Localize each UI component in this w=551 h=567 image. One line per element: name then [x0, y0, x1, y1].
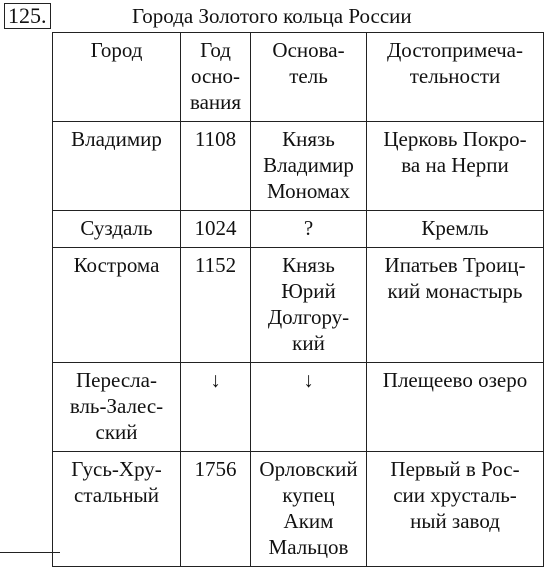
- cell-sights: Ипатьев Троиц- кий монастырь: [367, 248, 544, 363]
- header-founder: Основа- тель: [251, 33, 367, 122]
- cell-city: Кострома: [53, 248, 181, 363]
- cell-year: 1756: [181, 452, 251, 567]
- table-row: [53, 211, 544, 248]
- cell-year: 1152: [181, 248, 251, 363]
- exercise-number: 125.: [4, 3, 51, 29]
- cell-sights: Первый в Рос- сии хрусталь- ный завод: [367, 452, 544, 567]
- cell-founder: Князь Владимир Мономах: [251, 122, 367, 211]
- cell-sights: Плещеево озеро: [367, 363, 544, 452]
- page-edge-rule: [0, 552, 60, 553]
- golden-ring-table: [52, 32, 544, 567]
- table-row: [53, 452, 544, 567]
- cell-city: Пересла- вль-Залес- ский: [53, 363, 181, 452]
- table-row: [53, 363, 544, 452]
- table-header-row: [53, 33, 544, 122]
- cell-founder: ?: [251, 211, 367, 248]
- cell-year-arrow: ↓: [181, 363, 251, 452]
- cell-founder: Князь Юрий Долгору- кий: [251, 248, 367, 363]
- table-row: [53, 122, 544, 211]
- cell-sights: Кремль: [367, 211, 544, 248]
- header-sights: Достопримеча- тельности: [367, 33, 544, 122]
- cell-city: Владимир: [53, 122, 181, 211]
- header-year: Год осно- вания: [181, 33, 251, 122]
- cell-city: Гусь-Хру- стальный: [53, 452, 181, 567]
- cell-year: 1108: [181, 122, 251, 211]
- header-city: Город: [53, 33, 181, 122]
- table-title: Города Золотого кольца России: [132, 4, 412, 28]
- cell-sights: Церковь Покро- ва на Нерпи: [367, 122, 544, 211]
- cell-year: 1024: [181, 211, 251, 248]
- cell-founder: Орловский купец Аким Мальцов: [251, 452, 367, 567]
- table-row: [53, 248, 544, 363]
- cell-founder-arrow: ↓: [251, 363, 367, 452]
- cell-city: Суздаль: [53, 211, 181, 248]
